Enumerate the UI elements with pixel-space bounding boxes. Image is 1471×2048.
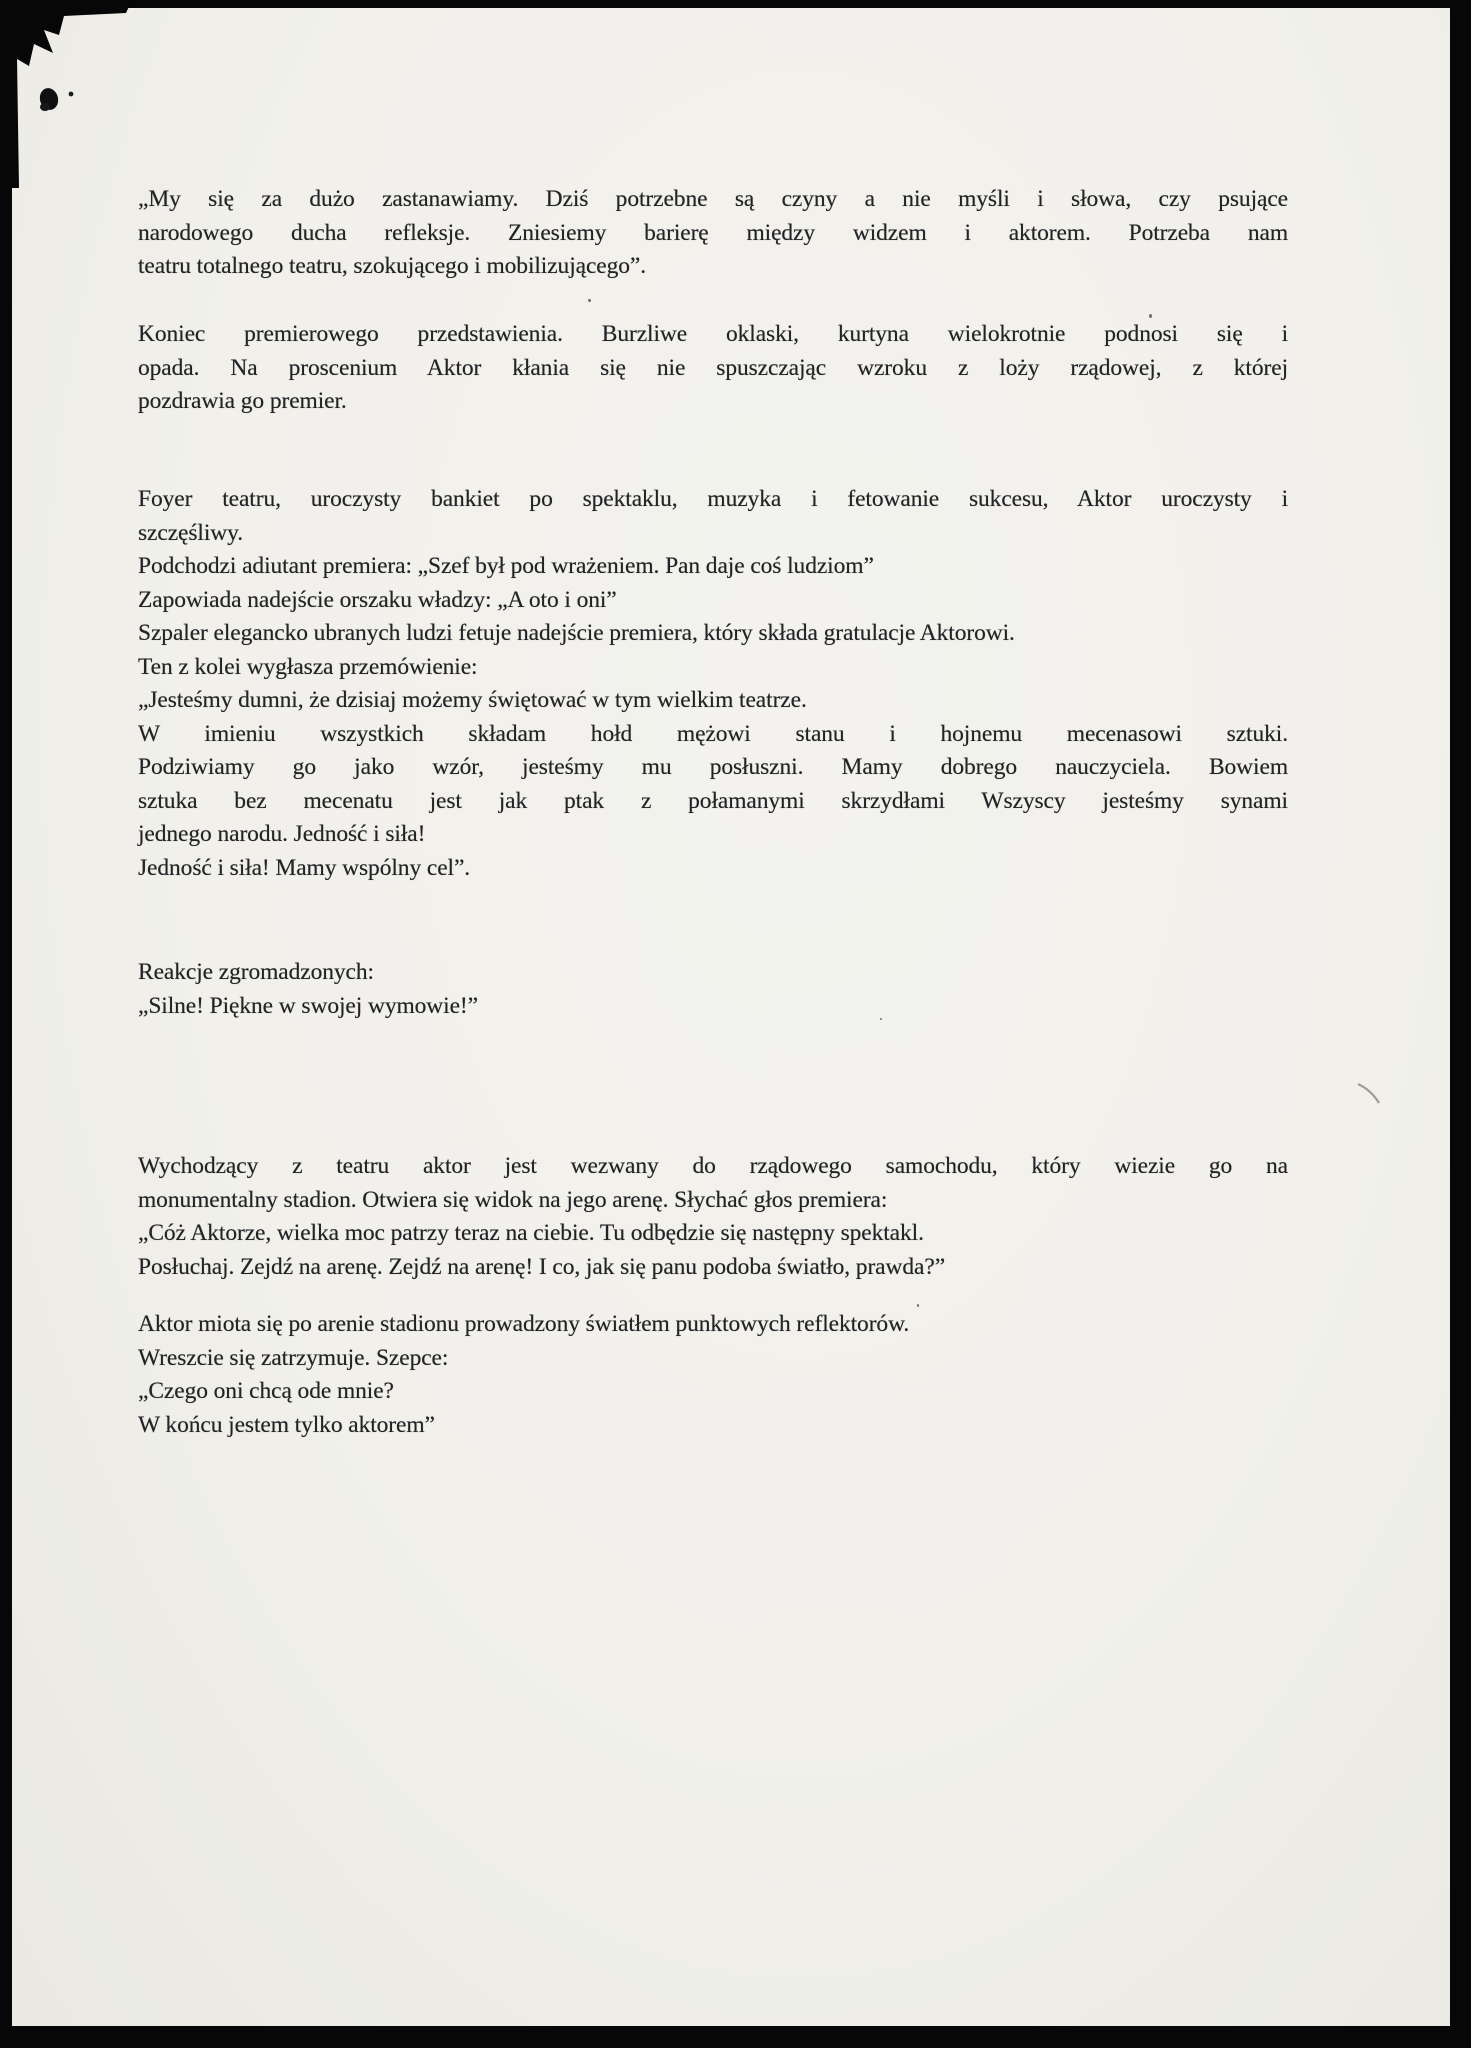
text-line: sztuka bez mecenatu jest jak ptak z połamanymi skrzydłami Wszyscy jesteśmy synami <box>138 787 1288 814</box>
text-line: monumentalny stadion. Otwiera się widok na jego arenę. Słychać głos premiera: <box>138 1186 888 1213</box>
text-line: „Cóż Aktorze, wielka moc patrzy teraz na ciebie. Tu odbędzie się następny spektakl. <box>138 1220 924 1246</box>
text-line: teatru totalnego teatru, szokującego i mobilizującego”. <box>138 253 647 279</box>
text-line: Reakcje zgromadzonych: <box>138 959 374 985</box>
text-line: Posłuchaj. Zejdź na arenę. Zejdź na arenę! I co, jak się panu podoba światło, prawda?” <box>138 1253 946 1280</box>
text-line: W imieniu wszystkich składam hołd mężowi stanu i hojnemu mecenasowi sztuki. <box>138 720 1288 747</box>
text-line: W końcu jestem tylko aktorem” <box>138 1411 435 1438</box>
text-line: Podziwiamy go jako wzór, jesteśmy mu posłuszni. Mamy dobrego nauczyciela. Bowiem <box>138 754 1288 780</box>
text-line: narodowego ducha refleksje. Zniesiemy barierę między widzem i aktorem. Potrzeba nam <box>138 219 1288 246</box>
text-line: Wreszcie się zatrzymuje. Szepce: <box>138 1344 449 1371</box>
text-line: Foyer teatru, uroczysty bankiet po spektaklu, muzyka i fetowanie sukcesu, Aktor uroczysty i <box>138 486 1288 512</box>
text-line: „Jesteśmy dumni, że dzisiaj możemy świętować w tym wielkim teatrze. <box>138 687 807 713</box>
text-line: Zapowiada nadejście orszaku władzy: „A oto i oni” <box>138 586 617 613</box>
text-line: „My się za dużo zastanawiamy. Dziś potrzebne są czyny a nie myśli i słowa, czy psujące <box>138 186 1288 212</box>
text-line: szczęśliwy. <box>138 519 244 546</box>
text-line: Podchodzi adiutant premiera: „Szef był pod wrażeniem. Pan daje coś ludziom” <box>138 553 874 579</box>
text-line: Koniec premierowego przedstawienia. Burzliwe oklaski, kurtyna wielokrotnie podnosi się i <box>138 321 1288 347</box>
text-line: Wychodzący z teatru aktor jest wezwany do rządowego samochodu, który wiezie go na <box>138 1153 1288 1179</box>
text-line: opada. Na proscenium Aktor kłania się nie spuszczając wzroku z loży rządowej, z której <box>138 354 1288 381</box>
text-line: Aktor miota się po arenie stadionu prowadzony światłem punktowych reflektorów. <box>138 1311 910 1337</box>
text-line: Jedność i siła! Mamy wspólny cel”. <box>138 854 471 881</box>
text-line: Szpaler elegancko ubranych ludzi fetuje nadejście premiera, który składa gratulacje Aktorowi. <box>138 620 1015 646</box>
torn-corner-artifact <box>0 0 170 190</box>
text-line: „Czego oni chcą ode mnie? <box>138 1378 394 1404</box>
text-line: jednego narodu. Jedność i siła! <box>138 821 426 847</box>
text-line: pozdrawia go premier. <box>138 388 347 414</box>
text-line: Ten z kolei wygłasza przemówienie: <box>138 653 478 680</box>
text-line: „Silne! Piękne w swojej wymowie!” <box>138 992 478 1019</box>
